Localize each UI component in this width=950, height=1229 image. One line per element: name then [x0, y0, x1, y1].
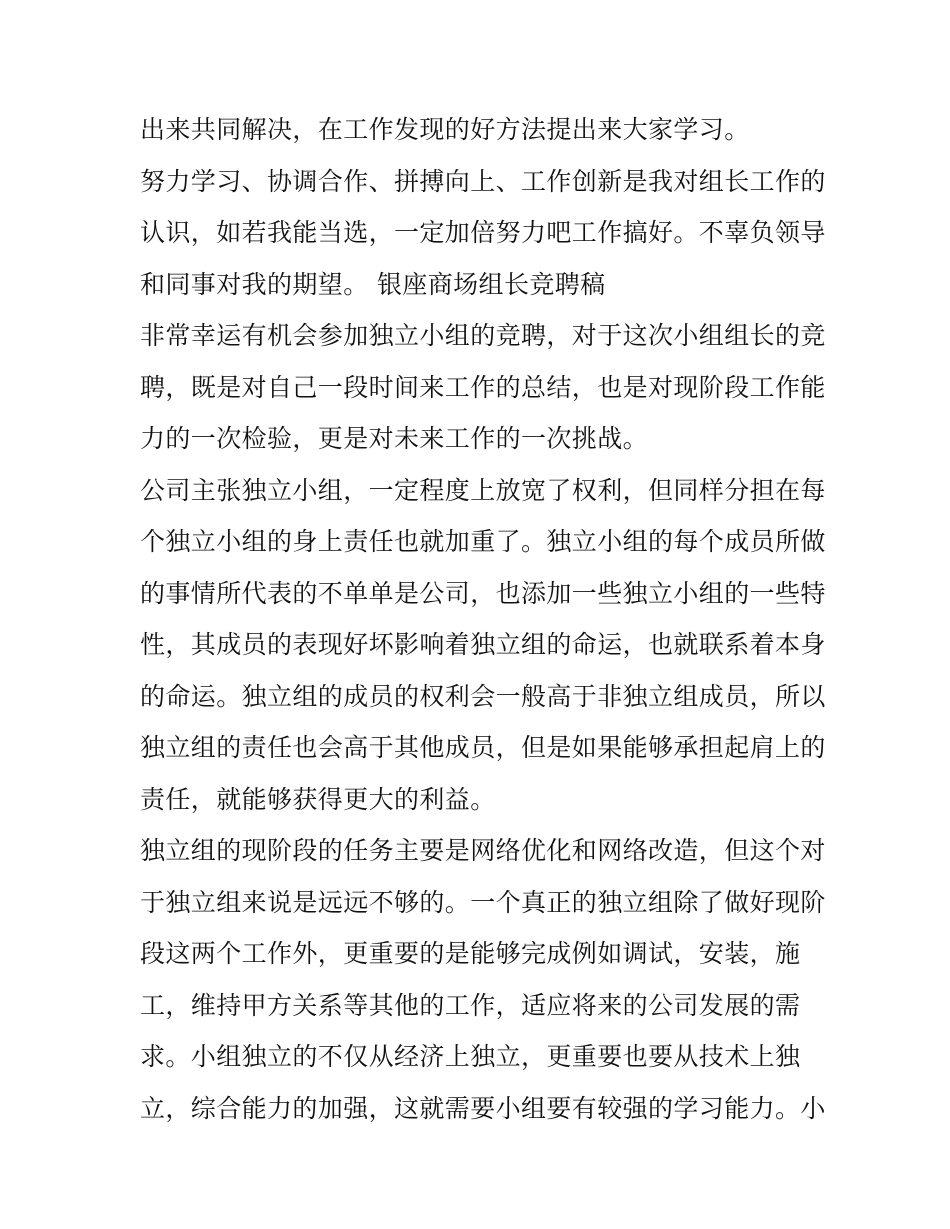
text-line: 责任，就能够获得更大的利益。 [140, 784, 496, 814]
text-line: 的事情所代表的不单单是公司，也添加一些独立小组的一些特 [140, 578, 826, 608]
text-line: 段这两个工作外，更重要的是能够完成例如调试，安装，施 [140, 939, 801, 968]
text-line: 立，综合能力的加强，这就需要小组要有较强的学习能力。小 [140, 1093, 826, 1123]
text-line: 聘，既是对自己一段时间来工作的总结，也是对现阶段工作能 [140, 372, 826, 402]
text-line: 求。小组独立的不仅从经济上独立，更重要也要从技术上独 [140, 1042, 801, 1071]
text-line: 独立组的责任也会高于其他成员，但是如果能够承担起肩上的 [140, 733, 826, 762]
text-line: 性，其成员的表现好坏影响着独立组的命运，也就联系着本身 [140, 630, 826, 659]
text-line: 的命运。独立组的成员的权利会一般高于非独立组成员，所以 [140, 681, 826, 711]
text-line: 工，维持甲方关系等其他的工作，适应将来的公司发展的需 [140, 990, 801, 1020]
text-line: 非常幸运有机会参加独立小组的竞聘，对于这次小组组长的竞 [140, 321, 826, 350]
text-line: 公司主张独立小组，一定程度上放宽了权利，但同样分担在每 [140, 475, 826, 505]
text-line: 和同事对我的期望。 银座商场组长竞聘稿 [140, 269, 606, 299]
text-line: 于独立组来说是远远不够的。一个真正的独立组除了做好现阶 [140, 887, 826, 917]
text-line: 个独立小组的身上责任也就加重了。独立小组的每个成员所做 [140, 527, 826, 556]
body-text [140, 104, 826, 1134]
text-line: 出来共同解决，在工作发现的好方法提出来大家学习。 [140, 115, 750, 144]
text-line: 努力学习、协调合作、拼搏向上、工作创新是我对组长工作的 [140, 166, 826, 196]
text-line: 力的一次检验，更是对未来工作的一次挑战。 [140, 424, 649, 453]
text-line: 认识，如若我能当选，一定加倍努力吧工作搞好。不辜负领导 [140, 218, 826, 247]
text-line: 独立组的现阶段的任务主要是网络优化和网络改造，但这个对 [140, 836, 826, 865]
